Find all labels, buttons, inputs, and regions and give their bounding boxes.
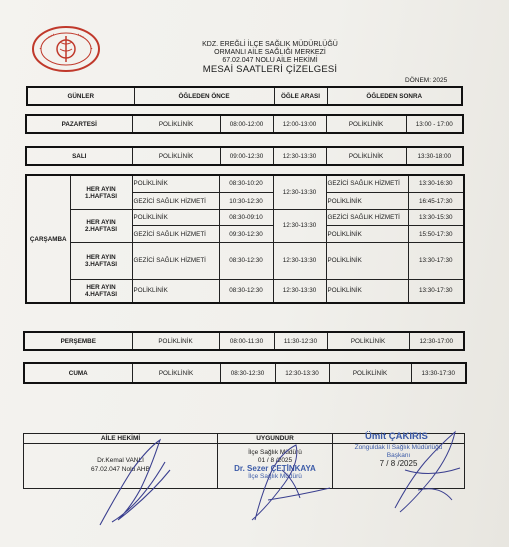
day-name: ÇARŞAMBA	[26, 175, 70, 303]
lunch-time: 12:30-13:30	[273, 210, 326, 243]
am-time: 08:30-12:30	[219, 242, 273, 279]
pm-time: 13:30-17:30	[408, 279, 464, 303]
header-line-3: 67.02.047 NOLU AİLE HEKİMİ	[222, 57, 318, 64]
am-activity: POLİKLİNİK	[132, 332, 219, 350]
am-time: 09:30-12:30	[219, 226, 273, 242]
am-time: 08:30-12:30	[220, 363, 275, 383]
pm-time: 13:30-17:30	[408, 242, 464, 279]
day-row-pazartesi	[25, 114, 464, 134]
signature-col3-cell	[333, 444, 465, 489]
am-time: 08:30-09:10	[219, 210, 273, 226]
provincial-stamp-title: Zonguldak İl Sağlık Müdürlüğü	[354, 444, 443, 451]
day-row-sali	[25, 146, 464, 166]
am-activity: POLİKLİNİK	[132, 210, 219, 226]
day-row-persembe	[23, 331, 465, 351]
am-activity: POLİKLİNİK	[132, 279, 219, 303]
doctor-name: Dr.Kemal VANLI	[97, 457, 144, 464]
am-time: 08:00-12:00	[220, 115, 273, 133]
pm-activity: POLİKLİNİK	[326, 226, 408, 242]
col-morning-header: ÖĞLEDEN ÖNCE	[134, 87, 274, 105]
lunch-time: 12:30-13:30	[275, 363, 329, 383]
pm-activity: POLİKLİNİK	[329, 363, 411, 383]
lunch-time: 12:00-13:00	[273, 115, 326, 133]
director-stamp-name: Dr. Sezer ÇETİNKAYA	[234, 464, 316, 473]
week-label-4: HER AYIN 4.HAFTASI	[70, 279, 132, 303]
pm-activity: GEZİCİ SAĞLIK HİZMETİ	[326, 210, 408, 226]
am-activity: GEZİCİ SAĞLIK HİZMETİ	[132, 192, 219, 209]
ministry-logo-icon	[30, 24, 102, 74]
pm-activity: POLİKLİNİK	[326, 242, 408, 279]
am-time: 08:30-10:20	[219, 175, 273, 192]
day-name: PERŞEMBE	[24, 332, 132, 350]
am-time: 10:30-12:30	[219, 192, 273, 209]
pm-time: 13:00 - 17:00	[406, 115, 463, 133]
pm-activity: POLİKLİNİK	[326, 279, 408, 303]
am-activity: GEZİCİ SAĞLIK HİZMETİ	[132, 242, 219, 279]
week-label-3: HER AYIN 3.HAFTASI	[70, 242, 132, 279]
pm-time: 13:30-17:30	[411, 363, 466, 383]
signature-col1-header: AİLE HEKİMİ	[24, 434, 218, 444]
day-name: SALI	[26, 147, 132, 165]
lunch-time: 12:30-13:30	[273, 279, 326, 303]
week-label-2: HER AYIN 2.HAFTASI	[70, 210, 132, 243]
am-time: 08:00-11:30	[219, 332, 274, 350]
lunch-time: 12:30-13:30	[273, 147, 326, 165]
column-header-table	[26, 86, 463, 106]
am-activity: GEZİCİ SAĞLIK HİZMETİ	[132, 226, 219, 242]
pm-time: 15:50-17:30	[408, 226, 464, 242]
page-title: MESAİ SAATLERİ ÇİZELGESİ	[202, 64, 338, 75]
am-activity: POLİKLİNİK	[132, 175, 219, 192]
pm-time: 13:30-16:30	[408, 175, 464, 192]
col-days-header: GÜNLER	[27, 87, 134, 105]
pm-time: 12:30-17:00	[409, 332, 464, 350]
pm-activity: GEZİCİ SAĞLIK HİZMETİ	[326, 175, 408, 192]
director-title: İlçe Sağlık Müdürü	[248, 449, 302, 456]
pm-time: 13:30-15:30	[408, 210, 464, 226]
day-row-cuma	[23, 362, 467, 384]
header-line-1: KDZ. EREĞLİ İLÇE SAĞLIK MÜDÜRLÜĞÜ	[202, 41, 338, 48]
director-stamp-title: İlçe Sağlık Müdürü	[248, 473, 302, 480]
provincial-stamp-sub: Başkanı	[386, 452, 411, 459]
lunch-time: 12:30-13:30	[273, 242, 326, 279]
day-block-carsamba	[25, 174, 465, 304]
provincial-date: 7 / 8 /2025	[379, 459, 418, 468]
day-name: CUMA	[24, 363, 132, 383]
pm-time: 13:30-18:00	[406, 147, 463, 165]
day-name: PAZARTESİ	[26, 115, 132, 133]
week-label-1: HER AYIN 1.HAFTASI	[70, 175, 132, 210]
am-time: 09:00-12:30	[220, 147, 273, 165]
pm-activity: POLİKLİNİK	[326, 192, 408, 209]
pm-time: 16:45-17:30	[408, 192, 464, 209]
lunch-time: 12:30-13:30	[273, 175, 326, 210]
lunch-time: 11:30-12:30	[274, 332, 327, 350]
am-activity: POLİKLİNİK	[132, 363, 220, 383]
signature-col2-header: UYGUNDUR	[218, 434, 333, 444]
am-activity: POLİKLİNİK	[132, 115, 220, 133]
am-activity: POLİKLİNİK	[132, 147, 220, 165]
signature-col1-cell	[24, 444, 218, 489]
pm-activity: POLİKLİNİK	[326, 115, 406, 133]
am-time: 08:30-12:30	[219, 279, 273, 303]
col-afternoon-header: ÖĞLEDEN SONRA	[327, 87, 462, 105]
period-label: DÖNEM: 2025	[405, 77, 448, 84]
pm-activity: POLİKLİNİK	[326, 147, 406, 165]
director-date: 01 / 8 /2025	[257, 457, 293, 464]
doctor-title: 67.02.047 Nolu AHB	[91, 466, 150, 473]
col-lunch-header: ÖĞLE ARASI	[274, 87, 327, 105]
pm-activity: POLİKLİNİK	[327, 332, 409, 350]
signature-col2-cell	[218, 444, 333, 489]
header-line-2: ORMANLI AİLE SAĞLIĞI MERKEZİ	[214, 49, 326, 56]
provincial-stamp-name: Ümit ÇAKIRIS	[365, 431, 428, 442]
